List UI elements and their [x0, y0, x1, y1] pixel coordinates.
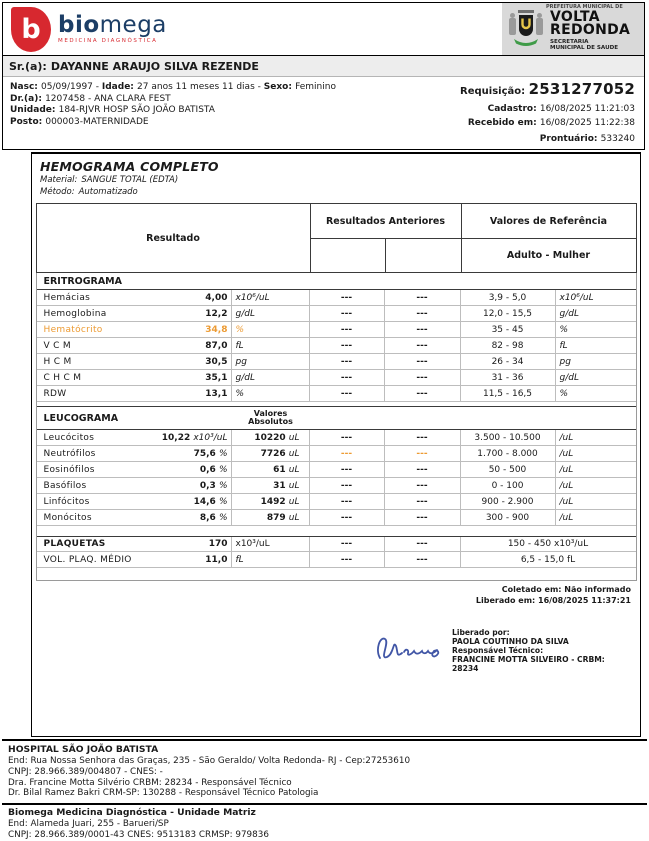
method-label: Método:	[40, 186, 75, 197]
info-value: 05/09/1997	[41, 82, 93, 92]
exam-title: HEMOGRAMA COMPLETO	[40, 159, 219, 174]
cell-parameter	[37, 290, 232, 305]
result-value: 35,1	[205, 372, 228, 383]
parameter-name: Monócitos	[43, 512, 92, 523]
info-label: Sexo:	[263, 82, 296, 92]
cell-anterior-1: ---	[310, 430, 385, 445]
footer-line: CNPJ: 28.966.389/0001-43 CNES: 9513183 CRMSP: 979836	[8, 829, 269, 840]
release-text	[452, 628, 630, 673]
info-value: 000003-MATERNIDADE	[45, 116, 149, 127]
cell-anterior-2: ---	[385, 354, 461, 369]
cell-anterior-2: ---	[385, 446, 461, 461]
col-anterior-1	[310, 239, 385, 272]
cell-unit	[232, 338, 310, 353]
info-value: 27 anos 11 meses 11 dias	[137, 82, 255, 92]
result-value: 11,0	[205, 554, 228, 565]
cell-unit	[232, 537, 310, 551]
liberado-value: 16/08/2025 11:37:21	[538, 595, 631, 605]
parameter-name: VOL. PLAQ. MÉDIO	[43, 554, 132, 565]
section-header	[37, 406, 636, 430]
reference-unit: /uL	[559, 512, 574, 523]
footer-divider	[2, 803, 647, 805]
absolute-unit: uL	[288, 480, 300, 491]
info-value: 1207458 - ANA CLARA FEST	[45, 93, 171, 104]
result-value: 13,1	[205, 388, 228, 399]
reference-unit: fL	[559, 340, 568, 351]
cell-reference-range: 82 - 98	[461, 338, 556, 353]
report-box	[31, 152, 641, 737]
results-table	[36, 203, 637, 581]
info-label: Prontuário:	[539, 133, 601, 144]
cell-anterior-1: ---	[310, 386, 385, 401]
cell-anterior-2: ---	[385, 306, 461, 321]
cell-anterior-1: ---	[310, 510, 385, 525]
cell-anterior-1: ---	[310, 494, 385, 509]
table-row	[37, 462, 636, 478]
parameter-name: Hematócrito	[43, 324, 103, 335]
cell-reference-unit	[556, 290, 636, 305]
cell-reference-unit	[556, 494, 636, 509]
footer-line: Dra. Francine Motta Silvério CRBM: 28234 - Responsável Técnico	[8, 777, 292, 788]
result-unit: %	[218, 480, 228, 491]
table-row	[37, 510, 636, 526]
info-value: 184-RJVR HOSP SÃO JOÃO BATISTA	[58, 105, 215, 115]
vr-secretaria: SECRETARIA MUNICIPAL DE SAUDE	[550, 38, 619, 51]
parameter-name: Linfócitos	[43, 496, 90, 507]
resp-tecnico-label: Responsável Técnico:	[452, 646, 544, 655]
cell-reference: 6,5 - 15,0 fL	[520, 554, 576, 565]
cell-unit	[232, 462, 310, 477]
absolute-unit: uL	[288, 512, 300, 523]
hospital-name: HOSPITAL SÃO JOÃO BATISTA	[8, 744, 159, 755]
unit: fL	[235, 340, 244, 351]
result-value: 30,5	[205, 356, 228, 367]
table-row	[37, 446, 636, 462]
info-label: Posto:	[10, 116, 46, 127]
cell-parameter	[37, 306, 232, 321]
cell-anterior-1: ---	[310, 446, 385, 461]
footer-line: End: Alameda Juari, 255 - Barueri/SP	[8, 819, 169, 830]
cell-reference-range: 11,5 - 16,5	[461, 386, 556, 401]
cell-reference-unit	[556, 446, 636, 461]
unit: %	[235, 324, 245, 335]
info-value: 16/08/2025 11:22:38	[539, 117, 635, 128]
table-row	[37, 306, 636, 322]
result-value: 4,00	[205, 292, 228, 303]
table-row	[37, 536, 636, 552]
cell-unit	[232, 354, 310, 369]
biomega-word-light: mega	[99, 12, 167, 38]
unit: fL	[235, 554, 244, 565]
parameter-name: Hemácias	[43, 292, 91, 303]
section-title: ERITROGRAMA	[43, 275, 122, 287]
info-label: Unidade:	[10, 105, 59, 115]
result-value: 0,6 %	[199, 464, 228, 475]
result-unit: %	[218, 448, 228, 459]
cell-anterior-1: ---	[310, 322, 385, 337]
vr-name-line2: REDONDA	[550, 21, 631, 38]
matriz-name: Biomega Medicina Diagnóstica - Unidade Matriz	[8, 807, 256, 819]
result-value: 8,6 %	[199, 512, 228, 523]
parameter-name: Basófilos	[43, 480, 87, 491]
coletado-value: Não informado	[564, 585, 631, 594]
reference-unit: /uL	[559, 496, 574, 507]
absolute-value: 1492 uL	[260, 496, 300, 507]
info-value: Feminino	[295, 82, 336, 92]
cell-unit	[232, 386, 310, 401]
result-value: 170	[208, 539, 228, 549]
cell-parameter	[37, 552, 232, 567]
cell-reference-unit	[556, 338, 636, 353]
reference-unit: g/dL	[559, 308, 579, 319]
patient-info	[3, 77, 644, 149]
cell-parameter	[37, 446, 232, 461]
unit: x10³/uL	[235, 539, 270, 549]
coat-of-arms-icon	[506, 8, 546, 50]
result-unit: %	[218, 464, 228, 475]
cell-parameter	[37, 537, 232, 551]
cell-anterior-1: ---	[310, 370, 385, 385]
patient-title-label: Sr.(a):	[9, 59, 47, 73]
cell-anterior-1: ---	[310, 338, 385, 353]
table-row	[37, 354, 636, 370]
biomega-logo	[3, 7, 167, 52]
coletado-label: Coletado em:	[501, 585, 562, 594]
cell-parameter	[37, 430, 232, 445]
unit: pg	[235, 356, 247, 367]
absolute-value: 879 uL	[266, 512, 300, 523]
reference-unit: %	[559, 324, 569, 335]
cell-reference-range: 12,0 - 15,5	[461, 306, 556, 321]
patient-info-line	[10, 117, 336, 129]
volta-redonda-logo	[502, 3, 644, 55]
section-subtitle-line: Absolutos	[248, 417, 293, 426]
cell-parameter	[37, 494, 232, 509]
separator: -	[92, 82, 102, 92]
cell-anterior-2: ---	[385, 430, 461, 445]
cell-anterior-1: ---	[310, 537, 385, 551]
result-value: 75,6 %	[193, 448, 228, 459]
col-referencia: Valores de Referência	[461, 204, 636, 239]
cell-anterior-2: ---	[385, 322, 461, 337]
patient-right-line	[460, 104, 635, 114]
unit: x10⁶/uL	[235, 292, 270, 303]
unit: g/dL	[235, 308, 255, 319]
unit: %	[235, 388, 245, 399]
cell-anterior-1: ---	[310, 462, 385, 477]
biomega-wordmark	[58, 14, 167, 44]
cell-anterior-1: ---	[310, 478, 385, 493]
absolute-value: 31 uL	[273, 480, 300, 491]
vr-text-block	[550, 8, 631, 52]
parameter-name: H C M	[43, 356, 72, 367]
reference-unit: pg	[559, 356, 571, 367]
signature-block	[32, 628, 630, 673]
patient-name: DAYANNE ARAUJO SILVA REZENDE	[50, 59, 259, 73]
table-body	[36, 273, 637, 581]
cell-reference-range: 0 - 100	[461, 478, 556, 493]
cell-unit	[232, 322, 310, 337]
section-subtitle-line: Valores	[253, 409, 288, 418]
cell-anterior-2: ---	[385, 386, 461, 401]
cell-reference-range: 31 - 36	[461, 370, 556, 385]
liberado-por-name: PAOLA COUTINHO DA SILVA	[452, 637, 569, 646]
coletado-line	[32, 585, 631, 596]
cell-unit	[232, 552, 310, 567]
result-value: 10,22 x10³/uL	[161, 432, 228, 443]
signature-icon	[372, 630, 448, 668]
cell-parameter	[37, 338, 232, 353]
material-line	[40, 175, 640, 186]
parameter-name: C H C M	[43, 372, 82, 383]
parameter-name: Neutrófilos	[43, 448, 96, 459]
header-logo-band	[2, 2, 645, 56]
absolute-value: 7726 uL	[260, 448, 300, 459]
reference-unit: /uL	[559, 432, 574, 443]
cell-anterior-2: ---	[385, 537, 461, 551]
biomega-word	[58, 14, 167, 37]
patient-right-line	[460, 118, 635, 128]
table-row	[37, 322, 636, 338]
separator: -	[254, 82, 264, 92]
section-gap	[37, 526, 636, 536]
cell-unit	[232, 306, 310, 321]
section-header	[37, 273, 636, 290]
cell-parameter	[37, 478, 232, 493]
absolute-value: 10220 uL	[254, 432, 300, 443]
result-unit: %	[218, 496, 228, 507]
unit: g/dL	[235, 372, 255, 383]
info-label: Idade:	[101, 82, 138, 92]
result-value: 34,8	[205, 324, 228, 335]
result-unit: %	[218, 512, 228, 523]
cell-parameter	[37, 462, 232, 477]
cell-reference-unit	[556, 386, 636, 401]
result-unit: x10³/uL	[193, 432, 228, 443]
footer-line: CNPJ: 28.966.389/004807 - CNES: -	[8, 766, 163, 777]
biomega-subtitle: MEDICINA DIAGNÓSTICA	[58, 38, 158, 44]
patient-right-line	[460, 80, 635, 98]
col-ref-sub: Adulto - Mulher	[461, 239, 636, 272]
liberado-por-label: Liberado por:	[452, 628, 510, 637]
info-label: Requisição:	[460, 86, 529, 97]
reference-unit: /uL	[559, 480, 574, 491]
result-value: 0,3 %	[199, 480, 228, 491]
hospital-lines	[8, 756, 647, 799]
footer-line: Dr. Bilal Ramez Bakri CRM-SP: 130288 - Responsável Técnico Patologia	[8, 788, 319, 799]
cell-anterior-1: ---	[310, 552, 385, 567]
cell-anterior-2: ---	[385, 552, 461, 567]
cell-anterior-2: ---	[385, 494, 461, 509]
cell-unit	[232, 290, 310, 305]
cell-reference-range: 900 - 2.900	[461, 494, 556, 509]
cell-anterior-2: ---	[385, 338, 461, 353]
cell-anterior-2: ---	[385, 462, 461, 477]
table-row	[37, 478, 636, 494]
cell-anterior-2: ---	[385, 478, 461, 493]
footer-line: End: Rua Nossa Senhora das Graças, 235 - São Geraldo/ Volta Redonda- RJ - Cep:27253610	[8, 756, 411, 766]
cell-unit	[232, 370, 310, 385]
col-resultado: Resultado	[146, 232, 200, 244]
table-row	[37, 430, 636, 446]
result-value: 87,0	[205, 340, 228, 351]
parameter-name: Leucócitos	[43, 432, 95, 443]
table-row	[37, 494, 636, 510]
cell-reference-unit	[556, 478, 636, 493]
reference-unit: /uL	[559, 464, 574, 475]
cell-reference-unit	[556, 354, 636, 369]
cell-reference: 150 - 450 x10³/uL	[507, 539, 589, 549]
cell-anterior-2: ---	[385, 370, 461, 385]
cell-reference-unit	[556, 510, 636, 525]
liberado-label: Liberado em:	[475, 595, 536, 605]
collect-release-block	[32, 585, 631, 606]
cell-parameter	[37, 370, 232, 385]
section-subtitle	[232, 410, 310, 426]
parameter-name: V C M	[43, 340, 71, 351]
info-value: 533240	[600, 133, 635, 144]
method-line	[40, 187, 640, 198]
reference-unit: g/dL	[559, 372, 579, 383]
footer	[2, 739, 647, 841]
biomega-word-bold: bio	[58, 12, 100, 38]
method-value: Automatizado	[78, 186, 138, 197]
material-value: SANGUE TOTAL (EDTA)	[81, 175, 179, 185]
cell-reference-unit	[556, 462, 636, 477]
table-row	[37, 338, 636, 354]
patient-box	[2, 56, 645, 150]
table-tail	[37, 568, 636, 580]
cell-reference-range: 26 - 34	[461, 354, 556, 369]
table-row	[37, 386, 636, 402]
cell-parameter	[37, 354, 232, 369]
patient-info-line	[10, 105, 336, 117]
info-value: 16/08/2025 11:21:03	[539, 104, 635, 114]
patient-name-bar	[3, 56, 644, 77]
cell-anterior-1: ---	[310, 290, 385, 305]
patient-info-right	[460, 80, 635, 147]
cell-reference-range: 1.700 - 8.000	[461, 446, 556, 461]
cell-unit	[232, 446, 310, 461]
absolute-unit: uL	[288, 448, 300, 459]
reference-unit: %	[559, 388, 569, 399]
cell-reference-range: 35 - 45	[461, 322, 556, 337]
cell-anterior-1: ---	[310, 354, 385, 369]
absolute-unit: uL	[288, 432, 300, 443]
cell-reference-unit	[556, 306, 636, 321]
parameter-name: RDW	[43, 388, 67, 399]
table-row	[37, 370, 636, 386]
info-value: 2531277052	[528, 80, 635, 98]
absolute-value: 61 uL	[273, 464, 300, 475]
info-label: Cadastro:	[487, 104, 540, 114]
cell-anterior-2: ---	[385, 510, 461, 525]
cell-reference-range: 300 - 900	[461, 510, 556, 525]
cell-reference-unit	[556, 370, 636, 385]
matriz-lines	[8, 819, 647, 841]
reference-unit: x10⁶/uL	[559, 292, 594, 303]
vr-top-text: PREFEITURA MUNICIPAL DE	[546, 4, 623, 10]
cell-reference-unit	[556, 322, 636, 337]
cell-reference-range: 50 - 500	[461, 462, 556, 477]
absolute-unit: uL	[288, 464, 300, 475]
reference-unit: /uL	[559, 448, 574, 459]
cell-anterior-2: ---	[385, 290, 461, 305]
patient-info-line	[10, 82, 336, 94]
cell-parameter	[37, 510, 232, 525]
material-label: Material:	[40, 175, 78, 185]
info-label: Nasc:	[10, 82, 42, 92]
cell-parameter	[37, 386, 232, 401]
resp-tecnico-name: FRANCINE MOTTA SILVEIRO - CRBM: 28234	[452, 655, 605, 673]
cell-unit	[232, 430, 310, 445]
cell-reference-range: 3,9 - 5,0	[461, 290, 556, 305]
table-row	[37, 552, 636, 568]
parameter-name: Eosinófilos	[43, 464, 95, 475]
patient-right-line	[460, 134, 635, 144]
result-value: 12,2	[205, 308, 228, 319]
parameter-name: Hemoglobina	[43, 308, 107, 319]
result-value: 14,6 %	[193, 496, 228, 507]
col-anterior-2	[385, 239, 461, 272]
patient-info-line	[10, 94, 336, 106]
absolute-unit: uL	[288, 496, 300, 507]
cell-unit	[232, 510, 310, 525]
cell-unit	[232, 494, 310, 509]
cell-parameter	[37, 322, 232, 337]
biomega-drop-icon: b	[11, 7, 51, 52]
patient-info-left	[10, 82, 336, 128]
col-anteriores: Resultados Anteriores	[310, 204, 461, 239]
cell-unit	[232, 478, 310, 493]
info-label: Dr.(a):	[10, 93, 46, 104]
cell-reference-unit	[556, 430, 636, 445]
vr-name-line1: VOLTA	[550, 8, 600, 25]
section-title: LEUCOGRAMA	[43, 412, 119, 424]
table-header	[36, 203, 637, 273]
cell-reference-range: 3.500 - 10.500	[461, 430, 556, 445]
info-label: Recebido em:	[467, 117, 540, 128]
cell-anterior-1: ---	[310, 306, 385, 321]
liberado-line	[32, 596, 631, 607]
parameter-name: PLAQUETAS	[43, 539, 106, 549]
table-row	[37, 290, 636, 306]
